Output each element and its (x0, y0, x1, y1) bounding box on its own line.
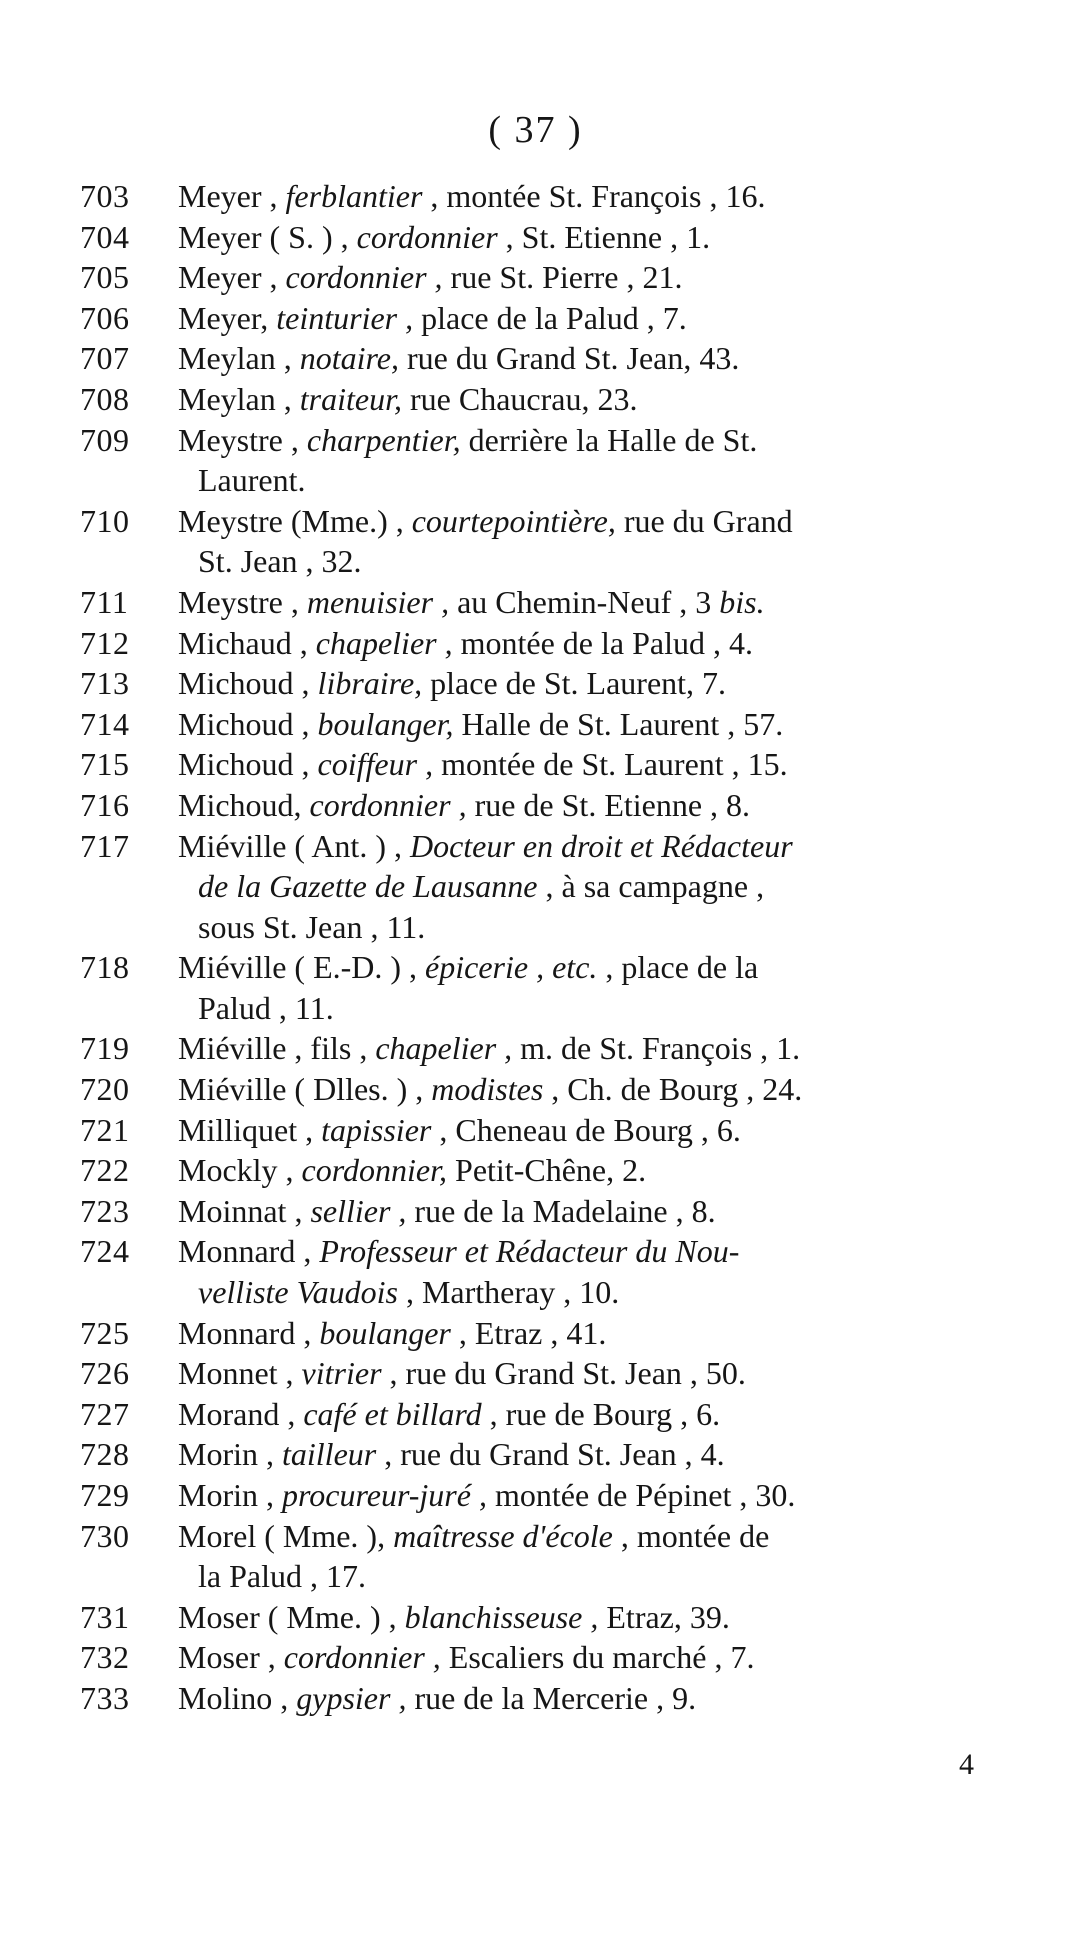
italic-segment: cordonnier (356, 218, 498, 255)
text-segment: Michoud , (178, 746, 318, 783)
italic-segment: de la Gazette de Lausanne (198, 868, 538, 905)
entry-number: 719 (80, 1030, 130, 1067)
text-segment: , Ch. de Bourg , 24. (543, 1071, 803, 1108)
entry-number: 706 (80, 299, 130, 336)
text-segment: Meyer , (178, 259, 286, 296)
entry-text (162, 1028, 995, 1069)
entry-number: 718 (80, 949, 130, 986)
entry-line (178, 176, 995, 217)
italic-segment: blanchisseuse , (404, 1598, 599, 1635)
italic-segment: chapelier , (315, 624, 453, 661)
entry-number: 707 (80, 340, 130, 377)
entry-text (162, 217, 995, 258)
entry-continuation-line (178, 460, 995, 501)
italic-segment: cordonnier , (309, 786, 467, 823)
entry-line (178, 1394, 995, 1435)
entry-number: 708 (80, 380, 130, 417)
text-segment: Miéville , fils , (178, 1030, 376, 1067)
entry-number: 727 (80, 1395, 130, 1432)
italic-segment: Docteur en droit et Rédacteur (409, 827, 793, 864)
entry-continuation-line (178, 1556, 995, 1597)
directory-entries (80, 176, 995, 1719)
entry-line (178, 1231, 995, 1272)
entry-text (162, 298, 995, 339)
directory-entry (80, 1597, 995, 1638)
entry-line (178, 582, 995, 623)
text-segment: Meylan , (178, 380, 300, 417)
entry-text (162, 338, 995, 379)
italic-segment: courtepointière, (411, 502, 616, 539)
italic-segment: boulanger, (317, 705, 454, 742)
entry-text (162, 1637, 995, 1678)
entry-number: 721 (80, 1111, 130, 1148)
entry-line (178, 785, 995, 826)
directory-entry (80, 1231, 995, 1312)
entry-number: 704 (80, 218, 130, 255)
text-segment: Palud , 11. (198, 989, 334, 1026)
entry-text (162, 1678, 995, 1719)
italic-segment: velliste Vaudois (198, 1274, 398, 1311)
text-segment: Escaliers du marché , 7. (440, 1639, 755, 1676)
italic-segment: cordonnier , (285, 259, 443, 296)
text-segment: au Chemin-Neuf , 3 (449, 583, 720, 620)
entry-text (162, 1516, 995, 1597)
text-segment: rue de la Madelaine , 8. (406, 1192, 716, 1229)
text-segment: Michaud , (178, 624, 316, 661)
directory-entry (80, 1516, 995, 1597)
text-segment: Laurent. (198, 462, 306, 499)
entry-continuation-line (178, 866, 995, 907)
text-segment: sous St. Jean , 11. (198, 908, 426, 945)
italic-segment: cordonnier , (283, 1639, 441, 1676)
entry-text (162, 1110, 995, 1151)
directory-entry (80, 1434, 995, 1475)
signature-mark: 4 (959, 1748, 974, 1781)
directory-entry (80, 501, 995, 582)
directory-entry (80, 826, 995, 948)
entry-number: 728 (80, 1436, 130, 1473)
directory-entry (80, 1313, 995, 1354)
text-segment: Moinnat , (178, 1192, 311, 1229)
directory-entry (80, 379, 995, 420)
entry-text (162, 1353, 995, 1394)
text-segment: , Martheray , 10. (397, 1274, 620, 1311)
entry-text (162, 663, 995, 704)
entry-line (178, 1637, 995, 1678)
text-segment: Morin , (178, 1436, 282, 1473)
entry-number: 715 (80, 746, 130, 783)
entry-line (178, 338, 995, 379)
italic-segment: procureur-juré , (282, 1477, 487, 1513)
italic-segment: tailleur (282, 1436, 377, 1473)
directory-entry (80, 176, 995, 217)
text-segment: Miéville ( Ant. ) , (178, 827, 410, 864)
entry-text (162, 1434, 995, 1475)
entry-line (178, 1516, 995, 1557)
entry-line (178, 217, 995, 258)
entry-number: 733 (80, 1679, 130, 1716)
italic-segment: modistes (431, 1071, 544, 1108)
text-segment: Moser ( Mme. ) , (178, 1598, 405, 1635)
entry-text (162, 744, 995, 785)
italic-segment: cordonnier, (301, 1152, 448, 1189)
entry-line (178, 704, 995, 745)
text-segment: Miéville ( Dlles. ) , (178, 1071, 432, 1108)
entry-number: 724 (80, 1233, 130, 1270)
text-segment: Meyer, (178, 299, 277, 336)
entry-line (178, 1434, 995, 1475)
entry-line (178, 298, 995, 339)
directory-entry (80, 217, 995, 258)
entry-continuation-line (178, 1272, 995, 1313)
text-segment: montée de Pépinet , 30. (486, 1477, 796, 1513)
entry-text (162, 582, 995, 623)
entry-number: 711 (80, 583, 129, 620)
entry-text (162, 1191, 995, 1232)
entry-continuation-line (178, 907, 995, 948)
text-segment: , à sa campagne , (537, 868, 765, 905)
directory-entry (80, 1475, 995, 1516)
directory-entry (80, 744, 995, 785)
directory-entry (80, 1028, 995, 1069)
entry-text (162, 1069, 995, 1110)
text-segment: Morin , (178, 1477, 282, 1513)
text-segment: place de la Palud , 7. (413, 299, 687, 336)
entry-text (162, 704, 995, 745)
text-segment: Morel ( Mme. ), (178, 1517, 394, 1554)
text-segment: St. Jean , 32. (198, 543, 362, 580)
directory-entry (80, 1191, 995, 1232)
text-segment: Mockly , (178, 1152, 302, 1189)
entry-continuation-line (178, 988, 995, 1029)
text-segment: Moser , (178, 1639, 284, 1676)
entry-line (178, 1028, 995, 1069)
entry-number: 730 (80, 1517, 130, 1554)
directory-entry (80, 1678, 995, 1719)
italic-segment: teinturier , (276, 299, 414, 336)
text-segment: , montée de (612, 1517, 770, 1554)
text-segment: , Etraz , 41. (450, 1314, 607, 1351)
directory-entry (80, 1394, 995, 1435)
entry-number: 722 (80, 1152, 130, 1189)
directory-entry (80, 785, 995, 826)
text-segment: , place de la (597, 949, 759, 986)
directory-entry (80, 947, 995, 1028)
entry-line (178, 1597, 995, 1638)
entry-line (178, 1313, 995, 1354)
entry-number: 710 (80, 502, 130, 539)
text-segment: rue de la Mercerie , 9. (406, 1679, 697, 1716)
text-segment: Miéville ( E.-D. ) , (178, 949, 426, 986)
directory-entry (80, 420, 995, 501)
entry-text (162, 1394, 995, 1435)
italic-segment: épicerie , etc. (425, 949, 598, 986)
text-segment: Halle de St. Laurent , 57. (453, 705, 784, 742)
entry-line (178, 1678, 995, 1719)
text-segment: rue du Grand (615, 502, 793, 539)
text-segment: , rue de Bourg , 6. (481, 1395, 721, 1432)
entry-number: 731 (80, 1598, 130, 1635)
text-segment: Meyer ( S. ) , (178, 218, 357, 255)
entry-line (178, 1150, 995, 1191)
text-segment: Monnard , (178, 1233, 320, 1270)
italic-segment: boulanger (319, 1314, 451, 1351)
italic-segment: bis. (719, 583, 765, 620)
text-segment: montée de la Palud , 4. (452, 624, 753, 661)
text-segment: place de St. Laurent, 7. (422, 665, 727, 702)
entry-number: 709 (80, 421, 130, 458)
text-segment: Monnet , (178, 1355, 302, 1392)
entry-line (178, 623, 995, 664)
entry-text (162, 1231, 995, 1312)
text-segment: Molino , (178, 1679, 297, 1716)
text-segment: la Palud , 17. (198, 1558, 366, 1595)
italic-segment: café et billard (303, 1395, 482, 1432)
entry-number: 725 (80, 1314, 130, 1351)
entry-number: 726 (80, 1355, 130, 1392)
text-segment: Monnard , (178, 1314, 320, 1351)
text-segment: rue du Grand St. Jean, 43. (399, 340, 740, 377)
entry-text (162, 501, 995, 582)
directory-entry (80, 338, 995, 379)
italic-segment: charpentier, (306, 421, 461, 458)
text-segment: Etraz, 39. (598, 1598, 730, 1635)
text-segment: Michoud , (178, 705, 318, 742)
entry-number: 729 (80, 1477, 130, 1513)
entry-text (162, 257, 995, 298)
text-segment: montée de St. Laurent , 15. (433, 746, 788, 783)
italic-segment: notaire, (299, 340, 399, 377)
entry-line (178, 501, 995, 542)
page-number: ( 37 ) (488, 109, 583, 151)
entry-line (178, 1475, 995, 1516)
entry-number: 717 (80, 827, 130, 864)
italic-segment: chapelier , (375, 1030, 513, 1067)
entry-line (178, 826, 995, 867)
text-segment: Milliquet , (178, 1111, 322, 1148)
entry-text (162, 1597, 995, 1638)
directory-entry (80, 1110, 995, 1151)
directory-entry (80, 582, 995, 623)
italic-segment: vitrier (301, 1355, 382, 1392)
entry-line (178, 379, 995, 420)
italic-segment: Professeur et Rédacteur du Nou- (319, 1233, 740, 1270)
entry-text (162, 1313, 995, 1354)
italic-segment: traiteur, (299, 380, 402, 417)
entry-line (178, 947, 995, 988)
text-segment: , rue du Grand St. Jean , 50. (381, 1355, 746, 1392)
text-segment: rue Chaucrau, 23. (401, 380, 638, 417)
text-segment: , rue du Grand St. Jean , 4. (376, 1436, 725, 1473)
entry-text (162, 420, 995, 501)
text-segment: m. de St. François , 1. (512, 1030, 801, 1067)
entry-number: 723 (80, 1192, 130, 1229)
text-segment: Morand , (178, 1395, 304, 1432)
text-segment: , Cheneau de Bourg , 6. (431, 1111, 741, 1148)
entry-line (178, 257, 995, 298)
entry-number: 713 (80, 665, 130, 702)
text-segment: Meystre , (178, 421, 307, 458)
italic-segment: menuisier , (306, 583, 450, 620)
text-segment: , St. Etienne , 1. (497, 218, 711, 255)
text-segment: Meylan , (178, 340, 300, 377)
text-segment: rue de St. Etienne , 8. (466, 786, 751, 823)
text-segment: Michoud , (178, 665, 318, 702)
entry-text (162, 826, 995, 948)
entry-continuation-line (178, 541, 995, 582)
entry-line (178, 420, 995, 461)
entry-number: 716 (80, 786, 130, 823)
text-segment: Petit-Chêne, 2. (447, 1152, 647, 1189)
entry-number: 714 (80, 705, 130, 742)
text-segment: Meystre (Mme.) , (178, 502, 412, 539)
directory-entry (80, 1637, 995, 1678)
directory-entry (80, 623, 995, 664)
entry-text (162, 785, 995, 826)
italic-segment: libraire, (317, 665, 423, 702)
directory-entry (80, 1069, 995, 1110)
directory-entry (80, 663, 995, 704)
entry-line (178, 663, 995, 704)
directory-entry (80, 1150, 995, 1191)
italic-segment: tapissier (321, 1111, 432, 1148)
italic-segment: sellier , (310, 1192, 407, 1229)
entry-text (162, 623, 995, 664)
entry-text (162, 1475, 995, 1516)
entry-line (178, 744, 995, 785)
entry-line (178, 1353, 995, 1394)
entry-line (178, 1069, 995, 1110)
directory-entry (80, 298, 995, 339)
text-segment: derrière la Halle de St. (460, 421, 758, 458)
italic-segment: gypsier , (296, 1679, 407, 1716)
text-segment: Michoud, (178, 786, 310, 823)
entry-number: 720 (80, 1071, 130, 1108)
entry-number: 703 (80, 178, 130, 214)
text-segment: Meystre , (178, 583, 307, 620)
text-segment: , montée St. François , 16. (422, 178, 766, 214)
entry-text (162, 379, 995, 420)
entry-text (162, 947, 995, 1028)
entry-line (178, 1110, 995, 1151)
entry-text (162, 176, 995, 217)
entry-number: 732 (80, 1639, 130, 1676)
text-segment: Meyer , (178, 178, 286, 214)
directory-entry (80, 704, 995, 745)
italic-segment: coiffeur , (317, 746, 434, 783)
entry-number: 712 (80, 624, 130, 661)
entry-number: 705 (80, 259, 130, 296)
italic-segment: ferblantier (285, 178, 423, 214)
entry-line (178, 1191, 995, 1232)
directory-entry (80, 257, 995, 298)
entry-text (162, 1150, 995, 1191)
directory-entry (80, 1353, 995, 1394)
italic-segment: maîtresse d'école (393, 1517, 613, 1554)
text-segment: rue St. Pierre , 21. (442, 259, 683, 296)
